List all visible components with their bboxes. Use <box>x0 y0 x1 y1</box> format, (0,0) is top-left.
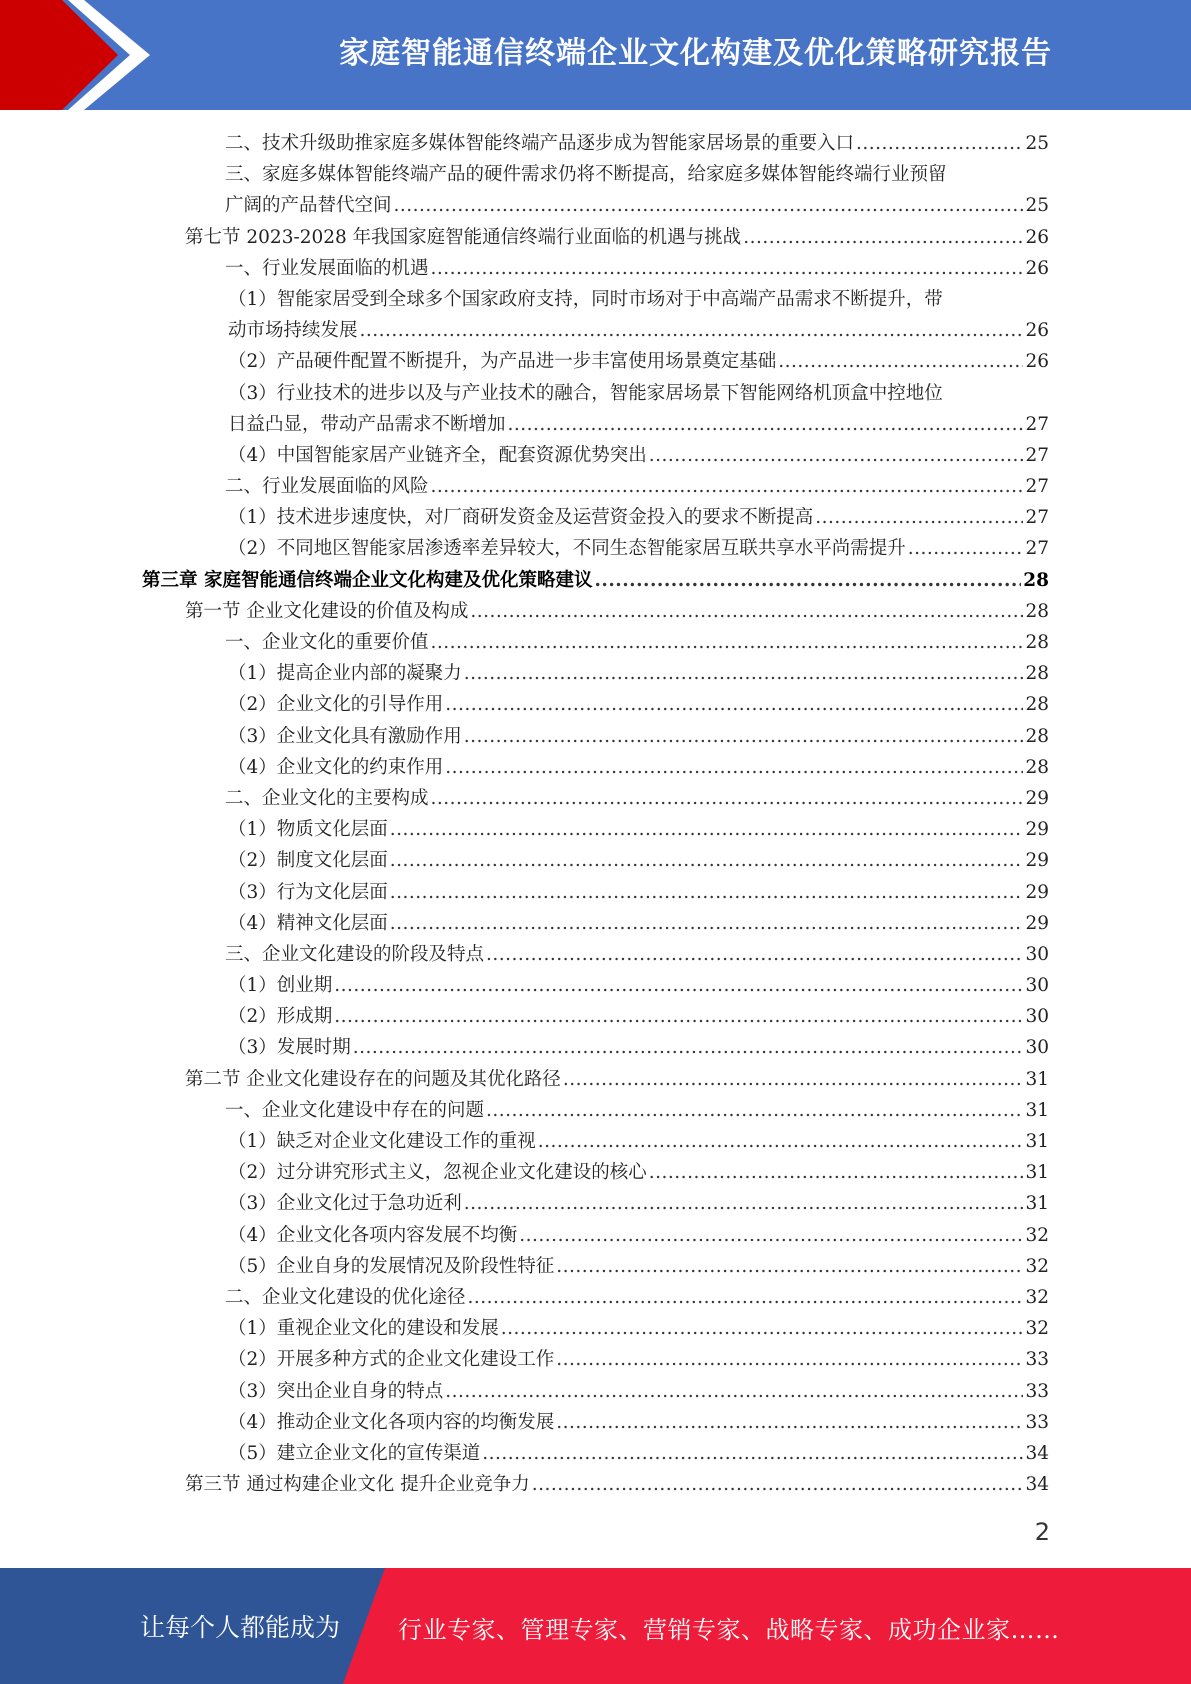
toc-page-number: 32 <box>1025 1224 1049 1246</box>
toc-page-number: 30 <box>1025 975 1049 997</box>
toc-dot-leader <box>519 1220 1023 1251</box>
toc-page-number: 30 <box>1025 943 1049 965</box>
toc-entry-text: 动市场持续发展 <box>228 320 358 342</box>
toc-entry-text: （1）重视企业文化的建设和发展 <box>228 1318 499 1340</box>
toc-entry[interactable] <box>142 346 1049 377</box>
toc-entry[interactable] <box>142 596 1049 627</box>
toc-entry-text: 第二节 企业文化建设存在的问题及其优化路径 <box>185 1068 561 1090</box>
toc-entry[interactable] <box>142 1469 1049 1500</box>
toc-entry[interactable] <box>142 1188 1049 1219</box>
toc-entry-text: （5）企业自身的发展情况及阶段性特征 <box>228 1255 555 1277</box>
toc-entry[interactable] <box>142 877 1049 908</box>
toc-entry[interactable] <box>142 284 1049 346</box>
toc-entry[interactable] <box>142 814 1049 845</box>
toc-dot-leader <box>486 939 1023 970</box>
toc-dot-leader <box>464 658 1024 689</box>
table-of-contents <box>142 128 1049 1500</box>
toc-entry[interactable] <box>142 1157 1049 1188</box>
toc-entry[interactable] <box>142 783 1049 814</box>
toc-entry-text: （2）开展多种方式的企业文化建设工作 <box>228 1349 555 1371</box>
toc-page-number: 29 <box>1025 912 1049 934</box>
toc-page-number: 27 <box>1025 444 1049 466</box>
toc-entry[interactable] <box>142 502 1049 533</box>
page-number: 2 <box>1034 1518 1050 1546</box>
toc-entry-text: 第三节 通过构建企业文化 提升企业竞争力 <box>185 1474 530 1496</box>
toc-entry[interactable] <box>142 1032 1049 1063</box>
toc-entry-text: 第七节 2023-2028 年我国家庭智能通信终端行业面临的机遇与挑战 <box>185 226 742 248</box>
toc-entry-text: （4）中国智能家居产业链齐全，配套资源优势突出 <box>228 444 647 466</box>
footer-slogan-left: 让每个人都能成为 <box>140 1613 341 1642</box>
toc-page-number: 33 <box>1025 1349 1049 1371</box>
toc-entry-text: 广阔的产品替代空间 <box>225 195 392 217</box>
toc-page-number: 27 <box>1025 413 1049 435</box>
toc-entry-text: （2）过分讲究形式主义，忽视企业文化建设的核心 <box>228 1162 647 1184</box>
toc-page-number: 28 <box>1025 632 1049 654</box>
toc-dot-leader <box>353 1032 1024 1063</box>
toc-entry-text: （1）技术进步速度快，对厂商研发资金及运营资金投入的要求不断提高 <box>228 507 814 529</box>
toc-entry-text: （1）创业期 <box>228 975 333 997</box>
toc-dot-leader <box>390 877 1024 908</box>
toc-page-number: 27 <box>1025 476 1049 498</box>
toc-entry-text: （3）突出企业自身的特点 <box>228 1380 444 1402</box>
report-title: 家庭智能通信终端企业文化构建及优化策略研究报告 <box>339 36 1052 71</box>
toc-entry[interactable] <box>142 159 1049 221</box>
toc-entry[interactable] <box>142 378 1049 440</box>
toc-page-number: 25 <box>1025 195 1049 217</box>
toc-entry-text: （2）产品硬件配置不断提升，为产品进一步丰富使用场景奠定基础 <box>228 351 777 373</box>
toc-dot-leader <box>431 783 1024 814</box>
toc-dot-leader <box>360 315 1024 346</box>
toc-page-number: 28 <box>1025 694 1049 716</box>
toc-page-number: 33 <box>1025 1411 1049 1433</box>
toc-entry-text: （3）企业文化具有激励作用 <box>228 725 462 747</box>
toc-entry-text: 第一节 企业文化建设的价值及构成 <box>185 600 469 622</box>
toc-entry[interactable] <box>142 1126 1049 1157</box>
toc-page-number: 27 <box>1025 538 1049 560</box>
toc-page-number: 31 <box>1025 1099 1049 1121</box>
toc-entry[interactable] <box>142 533 1049 564</box>
toc-entry-text: 二、技术升级助推家庭多媒体智能终端产品逐步成为智能家居场景的重要入口 <box>225 133 855 154</box>
toc-dot-leader <box>594 565 1021 596</box>
toc-entry-text: （3）企业文化过于急功近利 <box>228 1193 462 1215</box>
toc-entry-text: 二、行业发展面临的风险 <box>225 476 429 498</box>
toc-entry[interactable] <box>142 1220 1049 1251</box>
toc-entry[interactable] <box>142 440 1049 471</box>
footer-slogan-right: 行业专家、管理专家、营销专家、战略专家、成功企业家…… <box>398 1616 1060 1644</box>
toc-page-number: 31 <box>1025 1162 1049 1184</box>
toc-page-number: 28 <box>1025 756 1049 778</box>
toc-dot-leader <box>563 1064 1024 1095</box>
toc-entry[interactable] <box>142 565 1049 596</box>
toc-entry-text: （4）企业文化各项内容发展不均衡 <box>228 1224 518 1246</box>
toc-entry-text: 一、企业文化的重要价值 <box>225 632 429 654</box>
toc-page-number: 29 <box>1025 819 1049 841</box>
toc-dot-leader <box>390 908 1024 939</box>
toc-entry-text: 二、企业文化的主要构成 <box>225 787 429 809</box>
toc-entry[interactable] <box>142 128 1049 159</box>
toc-entry-text: （4）精神文化层面 <box>228 912 388 934</box>
toc-page-number: 31 <box>1025 1193 1049 1215</box>
toc-dot-leader <box>556 1407 1023 1438</box>
toc-dot-leader <box>815 502 1023 533</box>
toc-entry[interactable] <box>142 471 1049 502</box>
toc-dot-leader <box>538 1126 1024 1157</box>
toc-dot-leader <box>464 1188 1024 1219</box>
toc-entry-text: （2）制度文化层面 <box>228 850 388 872</box>
toc-entry[interactable] <box>142 1313 1049 1344</box>
toc-page-number: 32 <box>1025 1318 1049 1340</box>
toc-entry[interactable] <box>142 1095 1049 1126</box>
toc-dot-leader <box>649 1157 1024 1188</box>
toc-entry[interactable] <box>142 1376 1049 1407</box>
toc-dot-leader <box>445 689 1023 720</box>
toc-entry[interactable] <box>142 222 1049 253</box>
toc-page-number: 33 <box>1025 1380 1049 1402</box>
toc-dot-leader <box>445 1376 1023 1407</box>
toc-page-number: 29 <box>1025 787 1049 809</box>
toc-page-number: 28 <box>1025 725 1049 747</box>
toc-entry-text: （2）不同地区智能家居渗透率差异较大，不同生态智能家居互联共享水平尚需提升 <box>228 538 906 560</box>
toc-page-number: 27 <box>1025 507 1049 529</box>
toc-dot-leader <box>334 1001 1023 1032</box>
toc-page-number: 28 <box>1025 600 1049 622</box>
toc-dot-leader <box>908 533 1024 564</box>
toc-entry[interactable] <box>142 1001 1049 1032</box>
toc-page-number: 29 <box>1025 881 1049 903</box>
page-header <box>0 0 1191 110</box>
toc-dot-leader <box>431 253 1024 284</box>
toc-page-number: 34 <box>1025 1474 1049 1496</box>
toc-entry-text: （3）行为文化层面 <box>228 881 388 903</box>
header-arrow-decoration <box>0 0 200 110</box>
toc-entry[interactable] <box>142 1282 1049 1313</box>
toc-entry-text: 三、企业文化建设的阶段及特点 <box>225 943 485 965</box>
toc-dot-leader <box>556 1344 1023 1375</box>
toc-page-number: 34 <box>1025 1442 1049 1464</box>
toc-dot-leader <box>390 845 1024 876</box>
toc-dot-leader <box>856 128 1023 159</box>
toc-dot-leader <box>556 1251 1023 1282</box>
toc-dot-leader <box>468 1282 1024 1313</box>
toc-entry[interactable] <box>142 1407 1049 1438</box>
toc-entry-text-line1: 三、家庭多媒体智能终端产品的硬件需求仍将不断提高，给家庭多媒体智能终端行业预留 <box>225 164 947 186</box>
page-footer <box>0 1568 1191 1684</box>
toc-entry-text: （1）物质文化层面 <box>228 819 388 841</box>
toc-entry[interactable] <box>142 1064 1049 1095</box>
toc-dot-leader <box>445 752 1023 783</box>
toc-entry-text: 日益凸显，带动产品需求不断增加 <box>228 413 506 435</box>
toc-page-number: 26 <box>1025 351 1049 373</box>
toc-page-number: 31 <box>1025 1068 1049 1090</box>
toc-page-number: 28 <box>1023 569 1049 591</box>
toc-entry[interactable] <box>142 689 1049 720</box>
toc-entry[interactable] <box>142 939 1049 970</box>
toc-page-number: 31 <box>1025 1131 1049 1153</box>
toc-dot-leader <box>482 1438 1023 1469</box>
toc-entry[interactable] <box>142 845 1049 876</box>
toc-dot-leader <box>431 471 1024 502</box>
toc-entry-text: （3）发展时期 <box>228 1037 351 1059</box>
toc-dot-leader <box>532 1469 1024 1500</box>
toc-page-number: 26 <box>1025 320 1049 342</box>
toc-entry-text: （2）形成期 <box>228 1006 333 1028</box>
toc-dot-leader <box>431 627 1024 658</box>
toc-entry-text: 第三章 家庭智能通信终端企业文化构建及优化策略建议 <box>142 569 593 591</box>
toc-dot-leader <box>501 1313 1024 1344</box>
toc-entry-text-line1: （3）行业技术的进步以及与产业技术的融合，智能家居场景下智能网络机顶盒中控地位 <box>228 382 943 404</box>
toc-page-number: 28 <box>1025 663 1049 685</box>
toc-entry-text: （5）建立企业文化的宣传渠道 <box>228 1442 481 1464</box>
toc-entry-text: 一、企业文化建设中存在的问题 <box>225 1099 485 1121</box>
toc-entry[interactable] <box>142 627 1049 658</box>
toc-dot-leader <box>508 409 1024 440</box>
toc-dot-leader <box>334 970 1023 1001</box>
toc-page-number: 30 <box>1025 1037 1049 1059</box>
toc-page-number: 25 <box>1025 133 1049 154</box>
toc-page-number: 29 <box>1025 850 1049 872</box>
toc-dot-leader <box>470 596 1023 627</box>
toc-entry[interactable] <box>142 1344 1049 1375</box>
toc-page-number: 30 <box>1025 1006 1049 1028</box>
toc-dot-leader <box>394 190 1024 221</box>
toc-dot-leader <box>486 1095 1023 1126</box>
toc-dot-leader <box>778 346 1023 377</box>
toc-entry-text: （1）缺乏对企业文化建设工作的重视 <box>228 1131 536 1153</box>
toc-entry[interactable] <box>142 721 1049 752</box>
toc-entry[interactable] <box>142 253 1049 284</box>
toc-entry[interactable] <box>142 752 1049 783</box>
toc-entry-text: 一、行业发展面临的机遇 <box>225 257 429 279</box>
toc-entry[interactable] <box>142 908 1049 939</box>
toc-page-number: 32 <box>1025 1286 1049 1308</box>
toc-page-number: 26 <box>1025 226 1049 248</box>
toc-entry[interactable] <box>142 1251 1049 1282</box>
toc-entry-text-line1: （1）智能家居受到全球多个国家政府支持，同时市场对于中高端产品需求不断提升，带 <box>228 288 943 310</box>
toc-entry-text: （1）提高企业内部的凝聚力 <box>228 663 462 685</box>
toc-dot-leader <box>649 440 1024 471</box>
toc-page-number: 26 <box>1025 257 1049 279</box>
toc-entry[interactable] <box>142 970 1049 1001</box>
toc-page-number: 32 <box>1025 1255 1049 1277</box>
toc-entry-text: 二、企业文化建设的优化途径 <box>225 1286 466 1308</box>
toc-dot-leader <box>464 721 1024 752</box>
toc-dot-leader <box>743 222 1023 253</box>
toc-dot-leader <box>390 814 1024 845</box>
toc-entry[interactable] <box>142 1438 1049 1469</box>
toc-entry-text: （4）企业文化的约束作用 <box>228 756 444 778</box>
toc-entry[interactable] <box>142 658 1049 689</box>
toc-entry-text: （4）推动企业文化各项内容的均衡发展 <box>228 1411 555 1433</box>
toc-entry-text: （2）企业文化的引导作用 <box>228 694 444 716</box>
